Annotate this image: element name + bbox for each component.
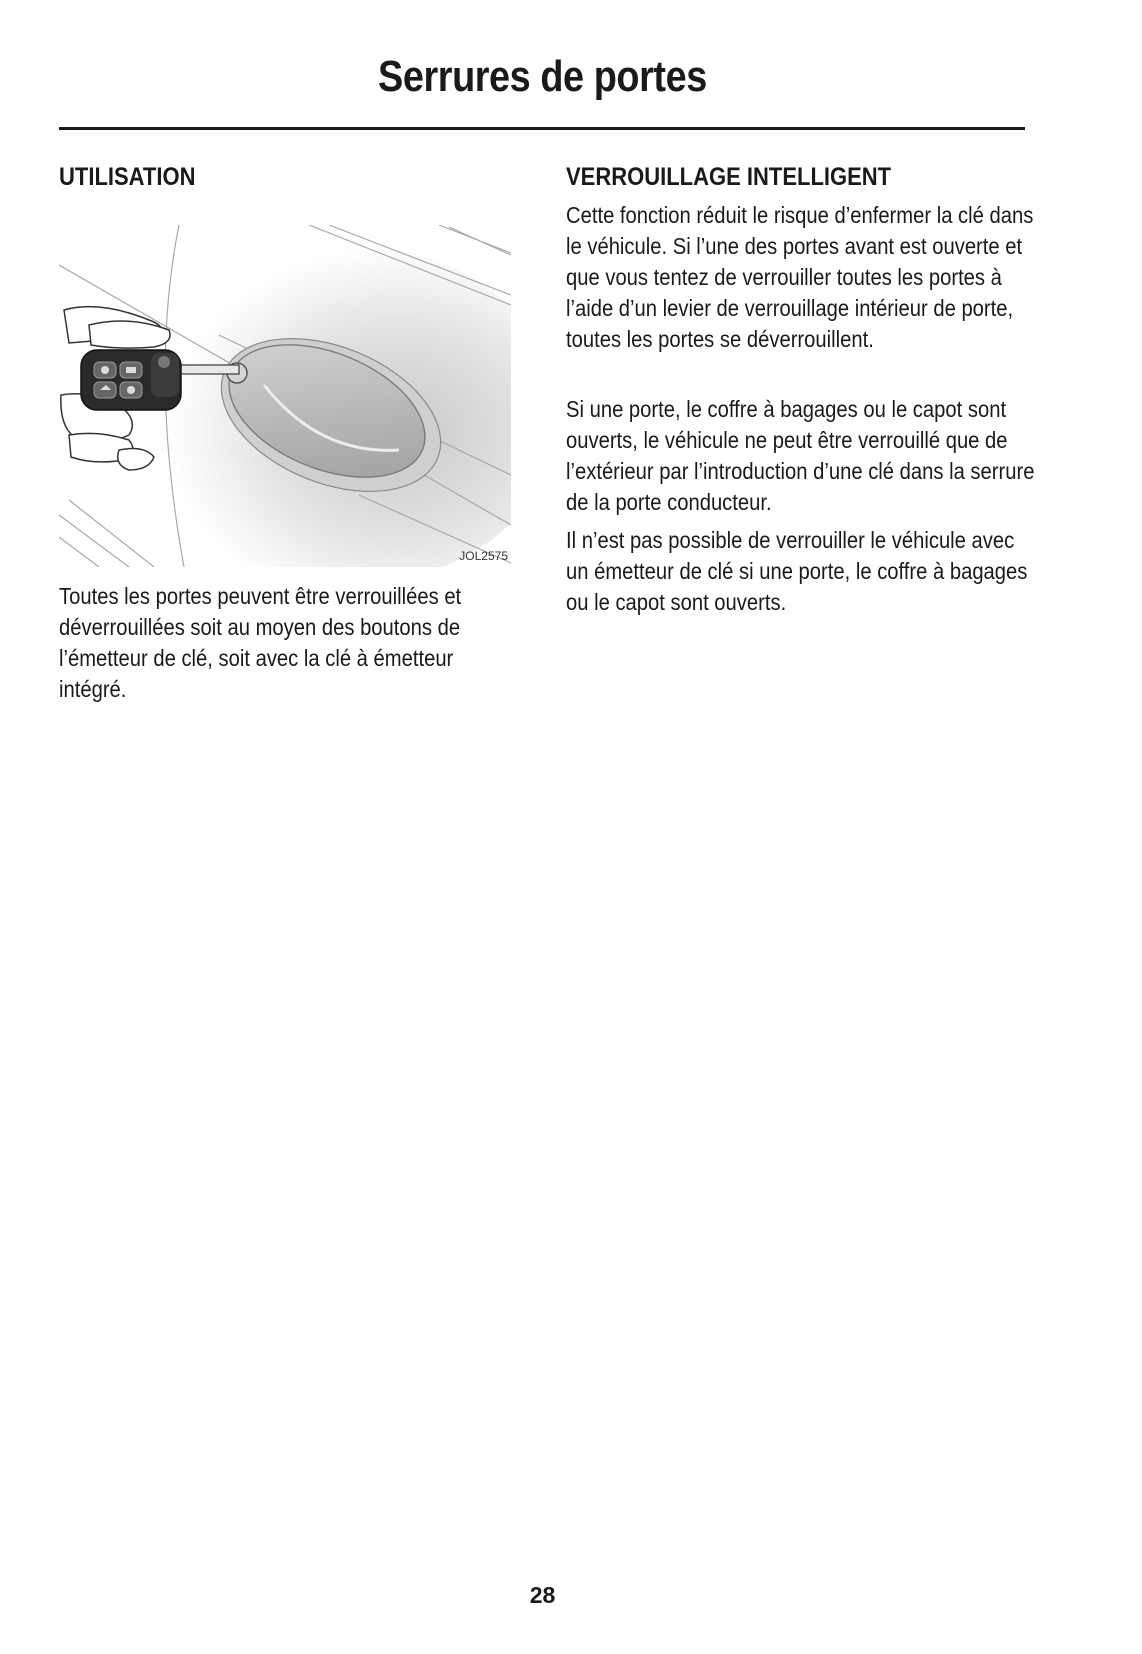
section-heading-verrouillage-intelligent: VERROUILLAGE INTELLIGENT [566,163,892,191]
verrouillage-paragraph-2: Si une porte, le coffre à bagages ou le capot sont ouverts, le véhicule ne peut être verrouillé que de l’extérieur par l’introduction d’une clé dans la serrure de la porte conducteur. [566,396,1035,515]
page-number: 28 [529,1582,556,1608]
section-heading-utilisation: UTILISATION [59,163,196,191]
page-title: Serrures de portes [378,52,707,101]
verrouillage-paragraph-1: Cette fonction réduit le risque d’enfermer la clé dans le véhicule. Si l’une des portes avant est ouverte et que vous tentez de verrouiller toutes les portes à l’aide d’un levier de verrouillage intérieur de porte, toutes les portes se déverrouillent. [566,202,1034,352]
door-handle-drawing [59,225,511,567]
verrouillage-paragraph-3: Il n’est pas possible de verrouiller le véhicule avec un émetteur de clé si une porte, le coffre à bagages ou le capot sont ouverts. [566,527,1028,615]
title-divider [59,127,1025,130]
key-in-door-illustration [59,225,511,567]
figure-code: JOL2575 [459,549,508,563]
utilisation-paragraph: Toutes les portes peuvent être verrouillées et déverrouillées soit au moyen des boutons de l’émetteur de clé, soit avec la clé à émetteur intégré. [59,583,462,702]
